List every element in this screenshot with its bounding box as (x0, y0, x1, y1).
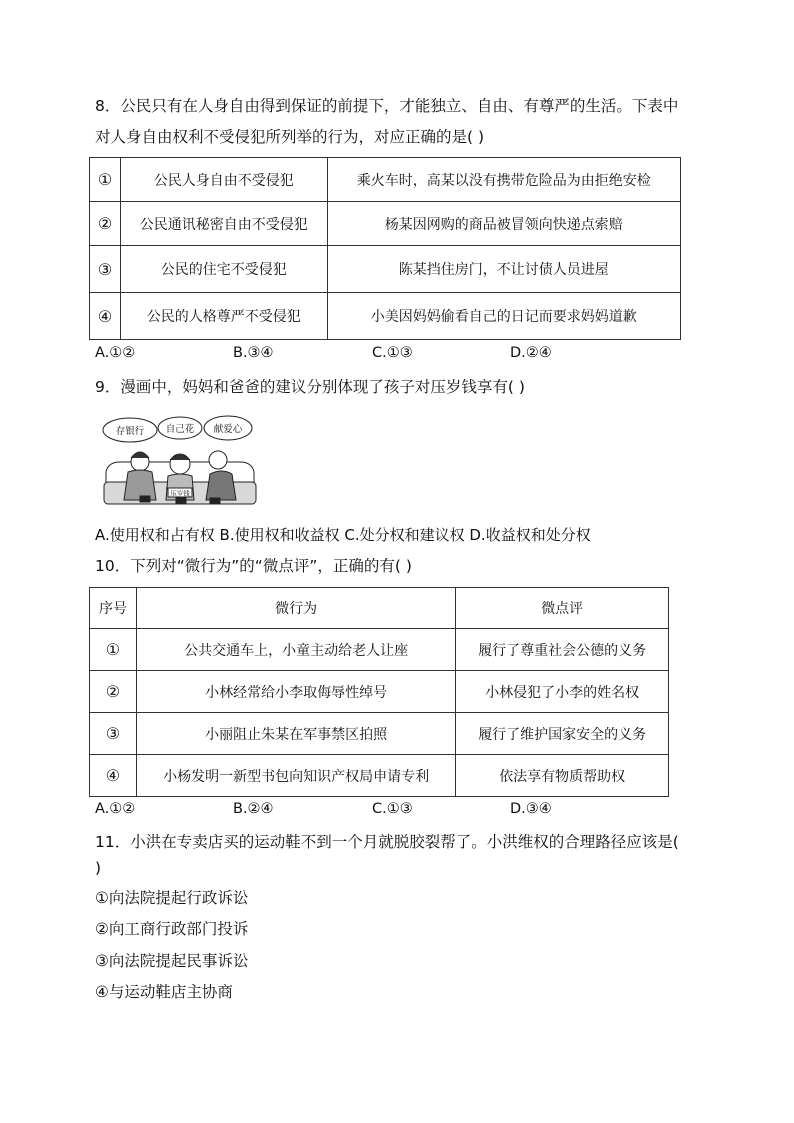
row-number: ② (90, 671, 137, 713)
speech-bubbles (103, 416, 252, 442)
row-number: ③ (90, 713, 137, 755)
behavior-cell: 小杨发明一新型书包向知识产权局申请专利 (136, 755, 455, 797)
row-number: ④ (90, 755, 137, 797)
q11-item-2: ②向工商行政部门投诉 (95, 920, 249, 938)
q10-stem: 10．下列对“微行为”的“微点评”，正确的有( ) (95, 557, 412, 575)
header-cell: 微行为 (136, 588, 455, 629)
q10-option-c: C.①③ (372, 801, 413, 817)
right-cell: 公民人身自由不受侵犯 (120, 158, 327, 202)
behavior-cell: 公共交通车上，小童主动给老人让座 (136, 629, 455, 671)
q11-item-1: ①向法院提起行政诉讼 (95, 889, 249, 907)
q11-item-3: ③向法院提起民事诉讼 (95, 952, 249, 970)
right-cell: 公民的人格尊严不受侵犯 (120, 293, 327, 340)
table-row (90, 202, 681, 246)
bubble-text: 自己花 (165, 424, 195, 435)
behavior-cell: 陈某挡住房门，不让讨债人员进屋 (327, 246, 680, 293)
cartoon-image (100, 410, 260, 512)
row-number: ② (90, 202, 121, 246)
q11-stem-line1: 11．小洪在专卖店买的运动鞋不到一个月就脱胶裂帮了。小洪维权的合理路径应该是( (95, 833, 679, 851)
header-cell: 微点评 (456, 588, 669, 629)
table-row (90, 629, 669, 671)
q9-options: A.使用权和占有权 B.使用权和收益权 C.处分权和建议权 D.收益权和处分权 (95, 526, 591, 544)
money-box-label: 压岁钱 (170, 489, 190, 498)
row-number: ③ (90, 246, 121, 293)
q8-option-b: B.③④ (233, 345, 274, 361)
comment-cell: 依法享有物质帮助权 (456, 755, 669, 797)
table-row (90, 671, 669, 713)
table-row (90, 713, 669, 755)
comment-cell: 小林侵犯了小李的姓名权 (456, 671, 669, 713)
behavior-cell: 小美因妈妈偷看自己的日记而要求妈妈道歉 (327, 293, 680, 340)
q10-option-d: D.③④ (510, 801, 552, 817)
row-number: ④ (90, 293, 121, 340)
family-drawing (104, 451, 256, 504)
q10-option-a: A.①② (95, 801, 136, 817)
comment-cell: 履行了维护国家安全的义务 (456, 713, 669, 755)
q10-option-b: B.②④ (233, 801, 274, 817)
q8-option-d: D.②④ (510, 345, 552, 361)
comment-cell: 履行了尊重社会公德的义务 (456, 629, 669, 671)
behavior-cell: 乘火车时，高某以没有携带危险品为由拒绝安检 (327, 158, 680, 202)
q8-table (89, 157, 681, 340)
q8-option-a: A.①② (95, 345, 136, 361)
q11-item-4: ④与运动鞋店主协商 (95, 983, 233, 1001)
table-row (90, 158, 681, 202)
right-cell: 公民的住宅不受侵犯 (120, 246, 327, 293)
q9-stem: 9．漫画中，妈妈和爸爸的建议分别体现了孩子对压岁钱享有( ) (95, 378, 525, 396)
right-cell: 公民通讯秘密自由不受侵犯 (120, 202, 327, 246)
bubble-text: 献爱心 (213, 424, 243, 435)
behavior-cell: 杨某因网购的商品被冒领向快递点索赔 (327, 202, 680, 246)
row-number: ① (90, 158, 121, 202)
q8-option-c: C.①③ (372, 345, 413, 361)
table-row (90, 293, 681, 340)
q8-stem-line1: 8．公民只有在人身自由得到保证的前提下，才能独立、自由、有尊严的生活。下表中 (95, 97, 679, 115)
behavior-cell: 小丽阻止朱某在军事禁区拍照 (136, 713, 455, 755)
table-row (90, 755, 669, 797)
table-header-row (90, 588, 669, 629)
row-number: ① (90, 629, 137, 671)
q10-table (89, 587, 669, 797)
behavior-cell: 小林经常给小李取侮辱性绰号 (136, 671, 455, 713)
table-row (90, 246, 681, 293)
bubble-text: 存银行 (115, 426, 145, 437)
q11-stem-line2: ) (95, 859, 102, 877)
header-cell: 序号 (90, 588, 137, 629)
q8-stem-line2: 对人身自由权利不受侵犯所列举的行为，对应正确的是( ) (95, 128, 485, 146)
